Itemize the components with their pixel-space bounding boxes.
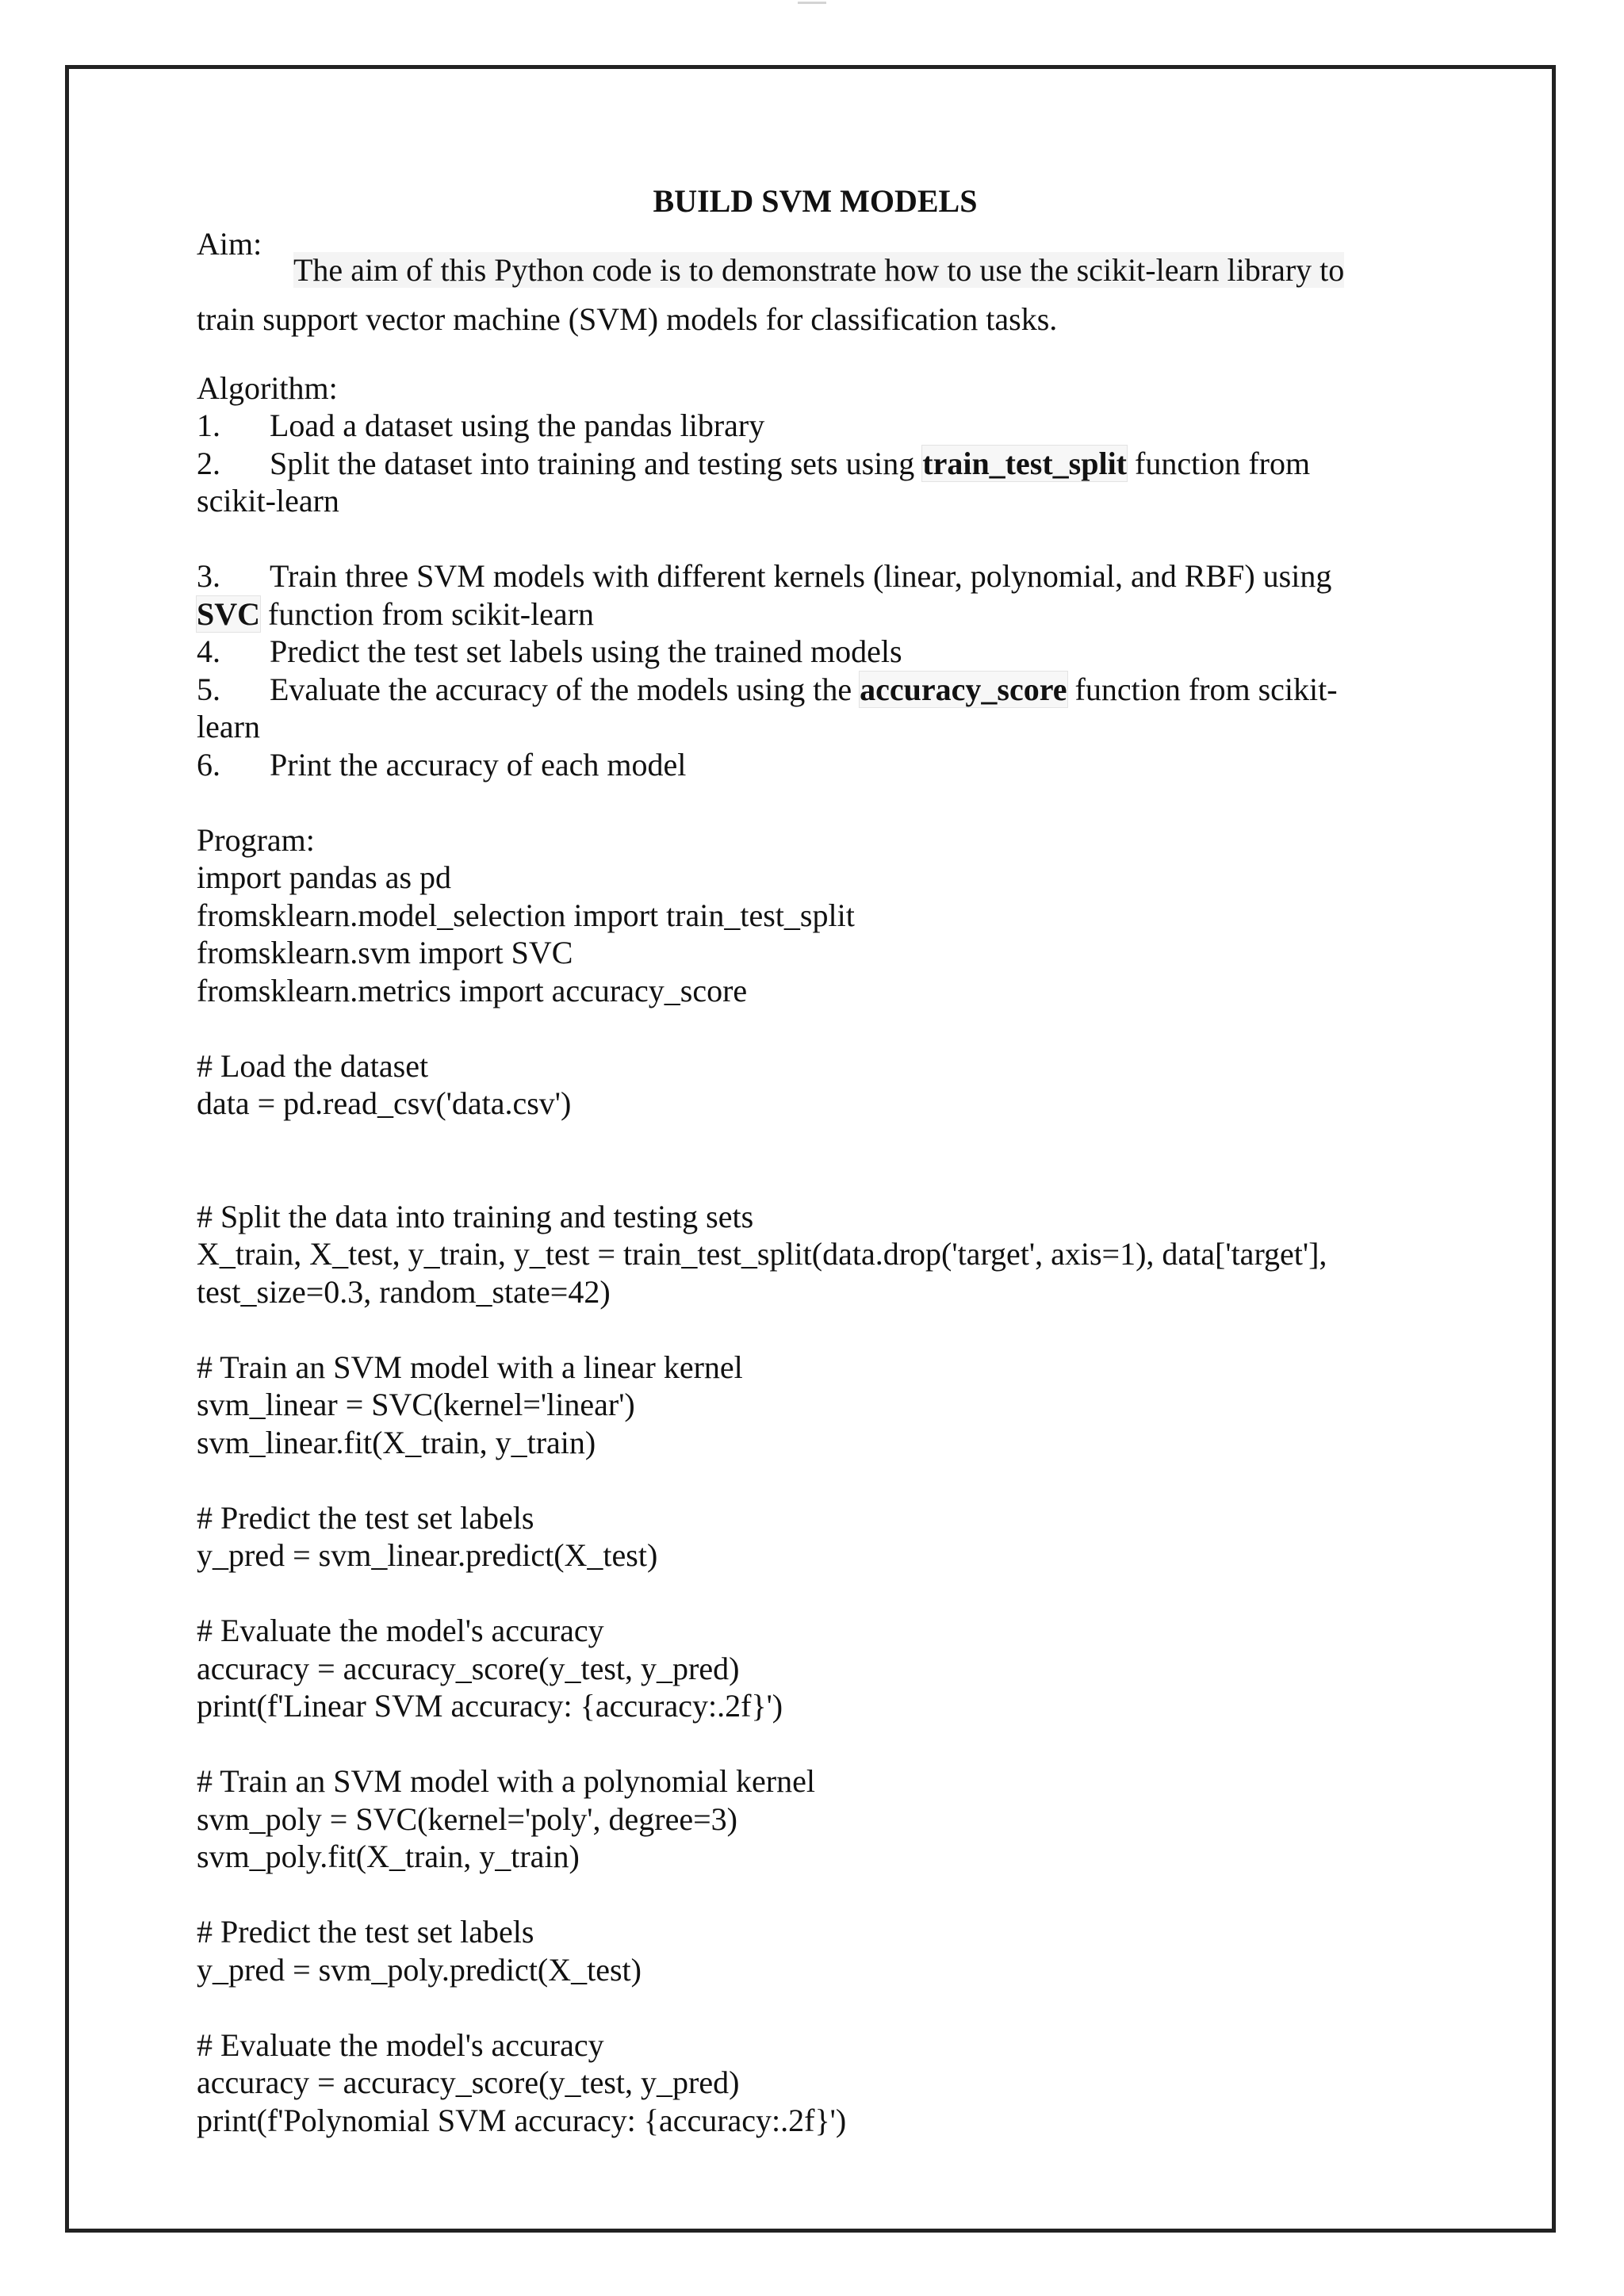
step-text: Evaluate the accuracy of the models using the — [270, 671, 860, 707]
code-comment: # Load the dataset — [197, 1047, 429, 1084]
code-line: svm_poly = SVC(kernel='poly', degree=3) — [197, 1800, 737, 1837]
code-comment: # Evaluate the model's accuracy — [197, 2026, 604, 2063]
step-text: Load a dataset using the pandas library — [270, 408, 765, 443]
step-text: Train three SVM models with different kernels (linear, polynomial, and RBF) using — [270, 558, 1332, 594]
code-line: svm_linear = SVC(kernel='linear') — [197, 1387, 635, 1422]
page-title: BUILD SVM MODELS — [653, 183, 978, 219]
code-comment: # Train an SVM model with a polynomial kernel — [197, 1763, 815, 1799]
algorithm-step-4 — [197, 633, 1386, 671]
step-text: Split the dataset into training and testing sets using — [270, 445, 923, 481]
step-number: 4. — [197, 633, 220, 669]
step-text-after: function from scikit-learn — [260, 595, 595, 632]
code-line: test_size=0.3, random_state=42) — [197, 1273, 611, 1310]
document-content — [197, 182, 1386, 2139]
algorithm-step-3-continuation — [197, 595, 1386, 633]
code-line: import pandas as pd — [197, 859, 452, 895]
step-number: 5. — [197, 671, 220, 707]
algorithm-step-5 — [197, 671, 1386, 709]
code-line: fromsklearn.metrics import accuracy_score — [197, 972, 748, 1008]
step-number: 6. — [197, 746, 220, 783]
algorithm-step-6 — [197, 746, 1386, 784]
algorithm-label: Algorithm: — [197, 369, 338, 406]
aim-line-1: The aim of this Python code is to demonstrate how to use the scikit-learn library to — [293, 251, 1345, 288]
code-line: fromsklearn.model_selection import train_test_split — [197, 897, 855, 933]
step-text: Predict the test set labels using the trained models — [270, 633, 902, 669]
aim-paragraph — [197, 246, 1386, 344]
inline-code-accuracy-score: accuracy_score — [860, 671, 1067, 707]
code-comment: # Predict the test set labels — [197, 1914, 534, 1950]
algorithm-step-5-continuation: learn — [197, 709, 260, 744]
program-label: Program: — [197, 821, 315, 858]
step-number: 3. — [197, 558, 220, 594]
code-comment: # Evaluate the model's accuracy — [197, 1613, 604, 1648]
algorithm-step-2 — [197, 445, 1386, 483]
code-line: fromsklearn.svm import SVC — [197, 935, 573, 970]
step-text-after: function from scikit- — [1067, 671, 1338, 707]
algorithm-step-2-continuation: scikit-learn — [197, 483, 339, 519]
code-line: svm_linear.fit(X_train, y_train) — [197, 1424, 596, 1460]
step-text: Print the accuracy of each model — [270, 746, 687, 783]
code-line: y_pred = svm_linear.predict(X_test) — [197, 1537, 658, 1573]
step-text-after: function from — [1127, 445, 1311, 481]
inline-code-svc: SVC — [197, 595, 261, 632]
code-line: data = pd.read_csv('data.csv') — [197, 1085, 572, 1121]
code-line: print(f'Linear SVM accuracy: {accuracy:.2f}') — [197, 1688, 783, 1724]
inline-code-train-test-split: train_test_split — [922, 445, 1128, 481]
code-comment: # Train an SVM model with a linear kernel — [197, 1349, 743, 1385]
aim-label: Aim: — [197, 225, 262, 262]
algorithm-step-1 — [197, 407, 1386, 445]
step-number: 2. — [197, 445, 220, 481]
code-line: y_pred = svm_poly.predict(X_test) — [197, 1951, 642, 1988]
code-line: X_train, X_test, y_train, y_test = train_test_split(data.drop('target', axis=1), data['target'], — [197, 1236, 1327, 1272]
code-comment: # Split the data into training and testing sets — [197, 1198, 754, 1234]
code-line: print(f'Polynomial SVM accuracy: {accuracy:.2f}') — [197, 2102, 847, 2138]
top-header-mark — [798, 2, 826, 4]
code-comment: # Predict the test set labels — [197, 1499, 534, 1536]
code-line: accuracy = accuracy_score(y_test, y_pred) — [197, 2064, 740, 2100]
algorithm-step-3 — [197, 557, 1386, 595]
code-line: svm_poly.fit(X_train, y_train) — [197, 1839, 580, 1874]
code-line: accuracy = accuracy_score(y_test, y_pred) — [197, 1650, 740, 1686]
step-number: 1. — [197, 408, 220, 443]
aim-line-2: train support vector machine (SVM) models for classification tasks. — [197, 300, 1058, 337]
